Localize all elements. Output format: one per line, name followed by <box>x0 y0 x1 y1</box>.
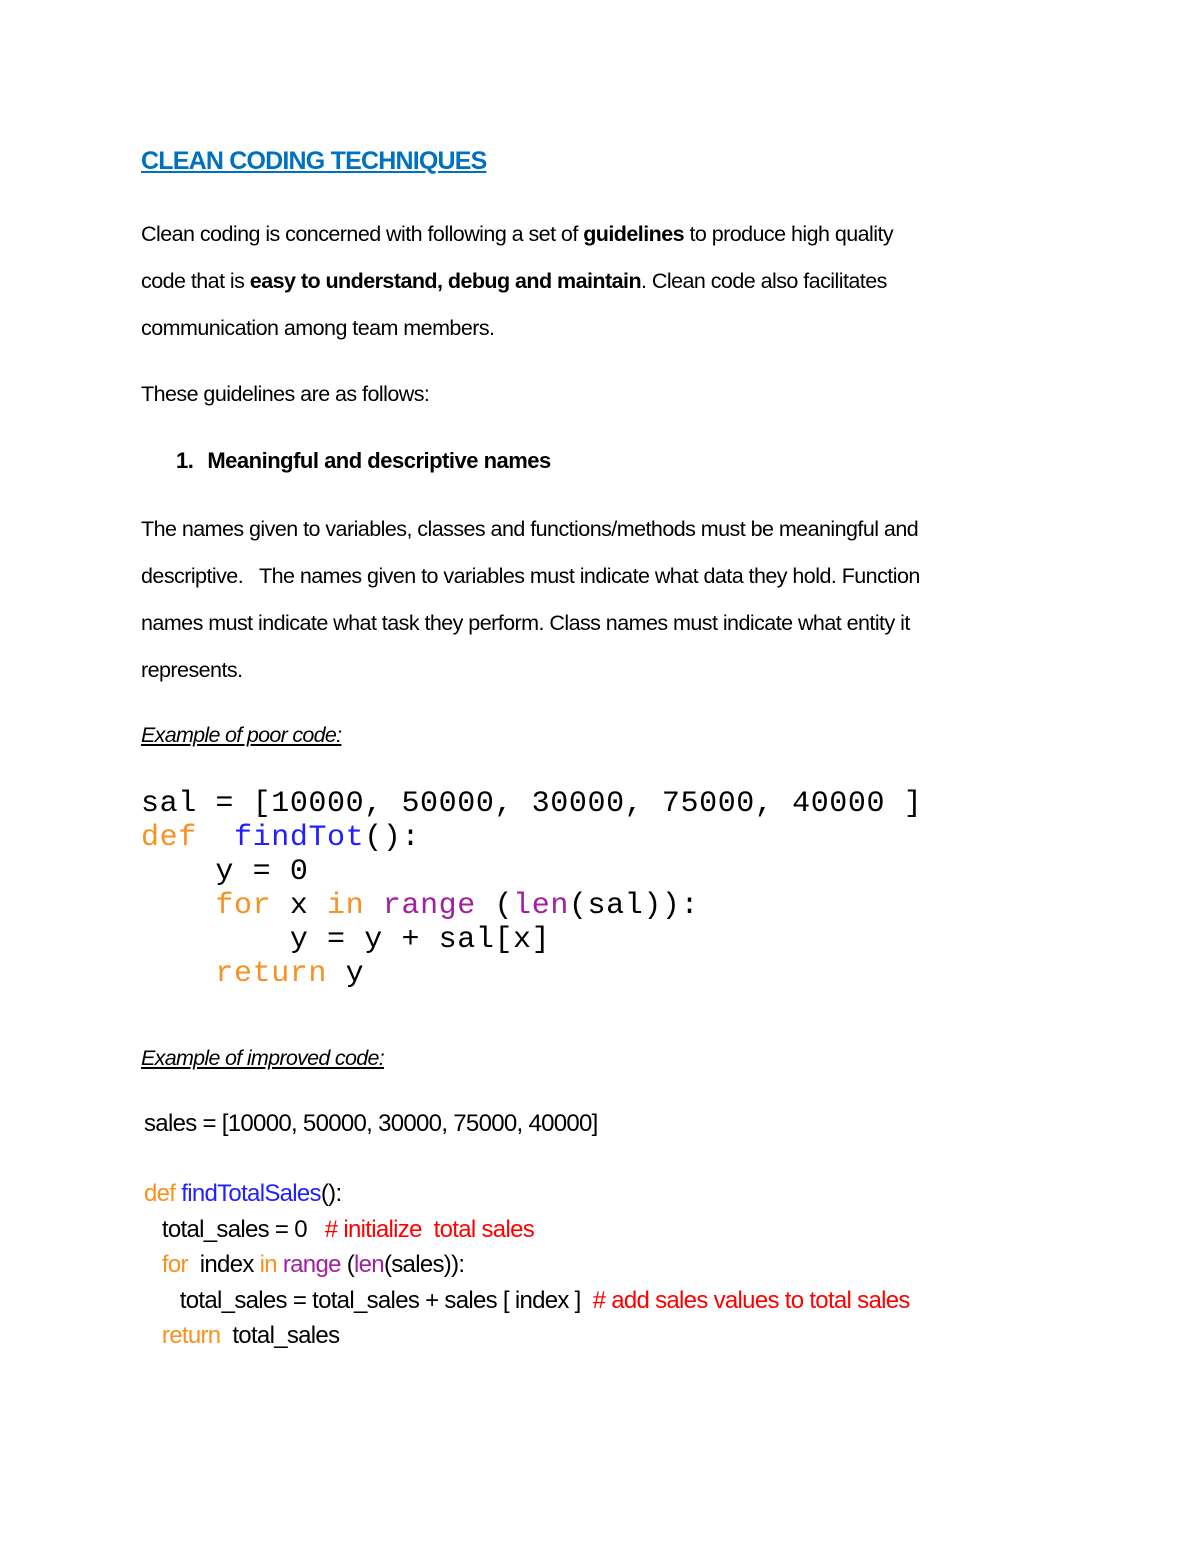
code-token-black <box>144 1322 162 1349</box>
intro-line-1 <box>141 211 893 258</box>
code-token-black <box>141 889 215 923</box>
code-token-black: total_sales = 0 <box>144 1215 325 1243</box>
section-heading <box>176 448 551 474</box>
code-token-black: y = y + sal[x] <box>141 923 551 957</box>
code-token-orange: in <box>259 1251 277 1278</box>
code-token-orange: def <box>141 821 197 855</box>
code-token-black: total_sales = total_sales + sales [ index ] <box>144 1286 593 1314</box>
intro-line-3: communication among team members. <box>141 316 495 340</box>
intro-line-2 <box>141 258 893 305</box>
code-line <box>144 1318 910 1354</box>
code-token-black: x <box>271 889 328 923</box>
para-line: represents. <box>141 658 243 682</box>
code-token-black: (): <box>320 1180 342 1207</box>
code-line <box>144 1247 910 1283</box>
code-line <box>141 821 922 855</box>
code-line <box>141 787 922 821</box>
para-line: The names given to variables, classes and functions/methods must be meaningful and <box>141 517 919 541</box>
poor-code-block <box>141 787 922 991</box>
improved-sales-list: sales = [10000, 50000, 30000, 75000, 40000] <box>144 1110 598 1137</box>
code-token-black: (sales)): <box>383 1251 465 1278</box>
code-token-black: ( <box>475 889 514 923</box>
code-line <box>144 1283 910 1319</box>
code-token-black: ( <box>340 1251 355 1278</box>
code-token-black: sal = [10000, 50000, 30000, 75000, 40000 ] <box>141 787 923 821</box>
text: code that is <box>141 269 250 293</box>
poor-code-label: Example of poor code: <box>141 723 342 747</box>
list-number: 1. <box>176 448 194 473</box>
code-token-black: index <box>187 1251 260 1278</box>
guidelines-intro: These guidelines are as follows: <box>141 382 430 406</box>
code-token-black <box>141 957 215 991</box>
code-line <box>144 1176 910 1212</box>
names-paragraph <box>141 506 920 694</box>
code-token-black <box>364 889 383 923</box>
bold-text: guidelines <box>583 222 685 246</box>
code-line <box>141 855 922 889</box>
code-line <box>141 923 922 957</box>
intro-paragraph <box>141 211 893 352</box>
improved-code-label: Example of improved code: <box>141 1046 385 1070</box>
text: Clean coding is concerned with following a set of <box>141 222 584 246</box>
code-token-black: (sal)): <box>568 889 700 923</box>
code-token-orange: return <box>215 957 328 991</box>
code-token-orange: def <box>144 1180 176 1207</box>
code-token-black: y = 0 <box>141 855 309 889</box>
code-token-blue: findTotalSales <box>181 1180 321 1207</box>
para-line: names must indicate what task they perform. Class names must indicate what entity it <box>141 611 910 635</box>
code-token-blue: findTot <box>234 821 365 855</box>
code-token-purple: range <box>382 889 476 923</box>
code-token-orange: for <box>215 889 272 923</box>
improved-code-block <box>144 1176 910 1354</box>
code-token-orange: return <box>161 1322 221 1349</box>
para-line: descriptive. The names given to variables must indicate what data they hold. Function <box>141 564 920 588</box>
code-line <box>141 957 922 991</box>
code-token-purple: len <box>513 889 569 923</box>
heading-text: Meaningful and descriptive names <box>207 448 551 473</box>
code-token-orange: in <box>327 889 365 923</box>
code-token-black: y <box>327 957 365 991</box>
code-token-orange: for <box>161 1251 188 1278</box>
code-token-black: (): <box>364 821 421 855</box>
code-token-black: total_sales <box>220 1322 340 1349</box>
code-token-purple: range <box>282 1251 341 1278</box>
bold-text: easy to understand, debug and maintain <box>249 269 642 293</box>
code-token-purple: len <box>354 1251 384 1278</box>
code-token-black <box>197 821 234 855</box>
code-token-red: # initialize total sales <box>324 1215 535 1243</box>
text: to produce high quality <box>684 222 894 246</box>
code-line <box>144 1212 910 1248</box>
code-token-red: # add sales values to total sales <box>592 1286 910 1314</box>
page-title: CLEAN CODING TECHNIQUES <box>141 147 487 175</box>
code-token-black <box>144 1251 162 1278</box>
code-line <box>141 889 922 923</box>
text: . Clean code also facilitates <box>641 269 887 293</box>
